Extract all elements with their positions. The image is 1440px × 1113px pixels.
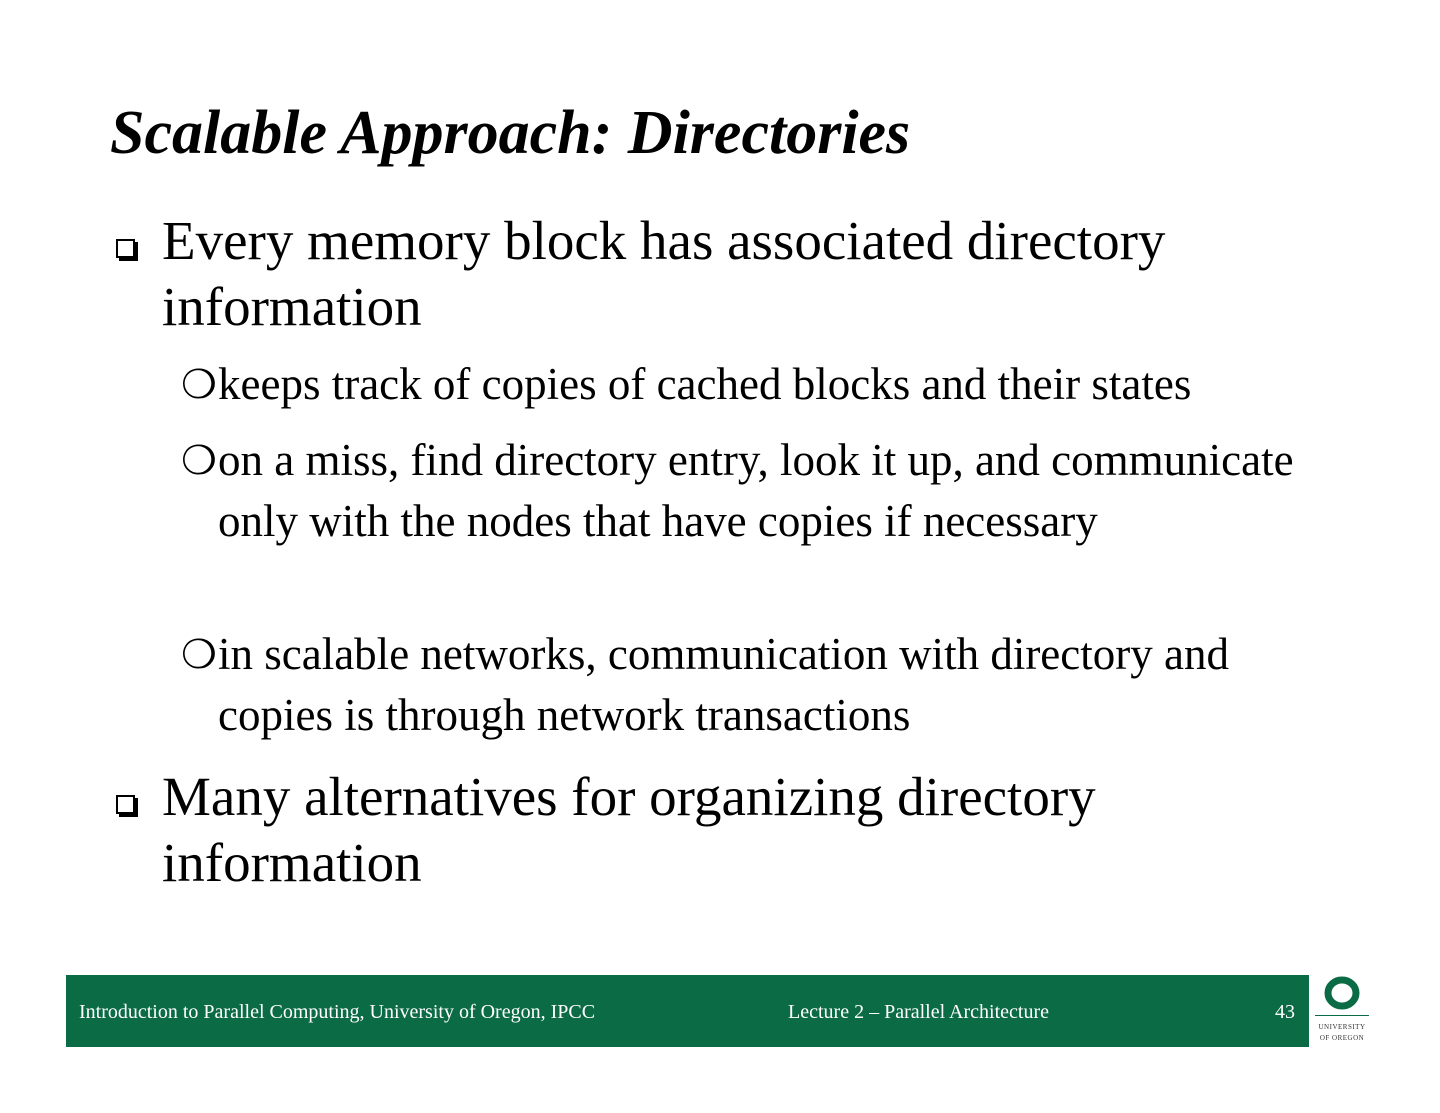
footer-lecture-title: Lecture 2 – Parallel Architecture [788,1001,1049,1023]
sub-bullet-item [181,430,1341,552]
circle-bullet-icon: ❍ [181,438,217,483]
sub-bullet-text: keeps track of copies of cached blocks and their states [218,359,1192,409]
sub-bullet-text: on a miss, find directory entry, look it up, and communicate only with the nodes that have copies if necessary [218,435,1294,546]
circle-bullet-icon: ❍ [181,632,217,677]
sub-bullet-text: in scalable networks, communication with directory and copies is through network transactions [218,629,1229,740]
bullet-item [112,208,1332,340]
logo-divider [1315,1015,1369,1016]
oregon-o-icon [1311,975,1373,1015]
sub-bullet-item [181,624,1341,746]
square-bullet-icon [112,208,162,274]
page-number: 43 [1275,1001,1295,1023]
logo-text-oregon: OF OREGON [1319,1034,1365,1042]
square-bullet-icon [112,764,162,830]
logo-text-university: UNIVERSITY [1318,1023,1366,1031]
footer-bar [66,975,1309,1047]
bullet-text: Every memory block has associated directory information [162,210,1166,337]
circle-bullet-icon: ❍ [181,362,217,407]
university-logo [1311,975,1373,1047]
slide-title: Scalable Approach: Directories [110,99,911,167]
sub-bullet-item [181,354,1341,415]
footer-course-title: Introduction to Parallel Computing, University of Oregon, IPCC [79,1001,596,1023]
bullet-item [112,764,1332,896]
bullet-text: Many alternatives for organizing directory information [162,766,1096,893]
